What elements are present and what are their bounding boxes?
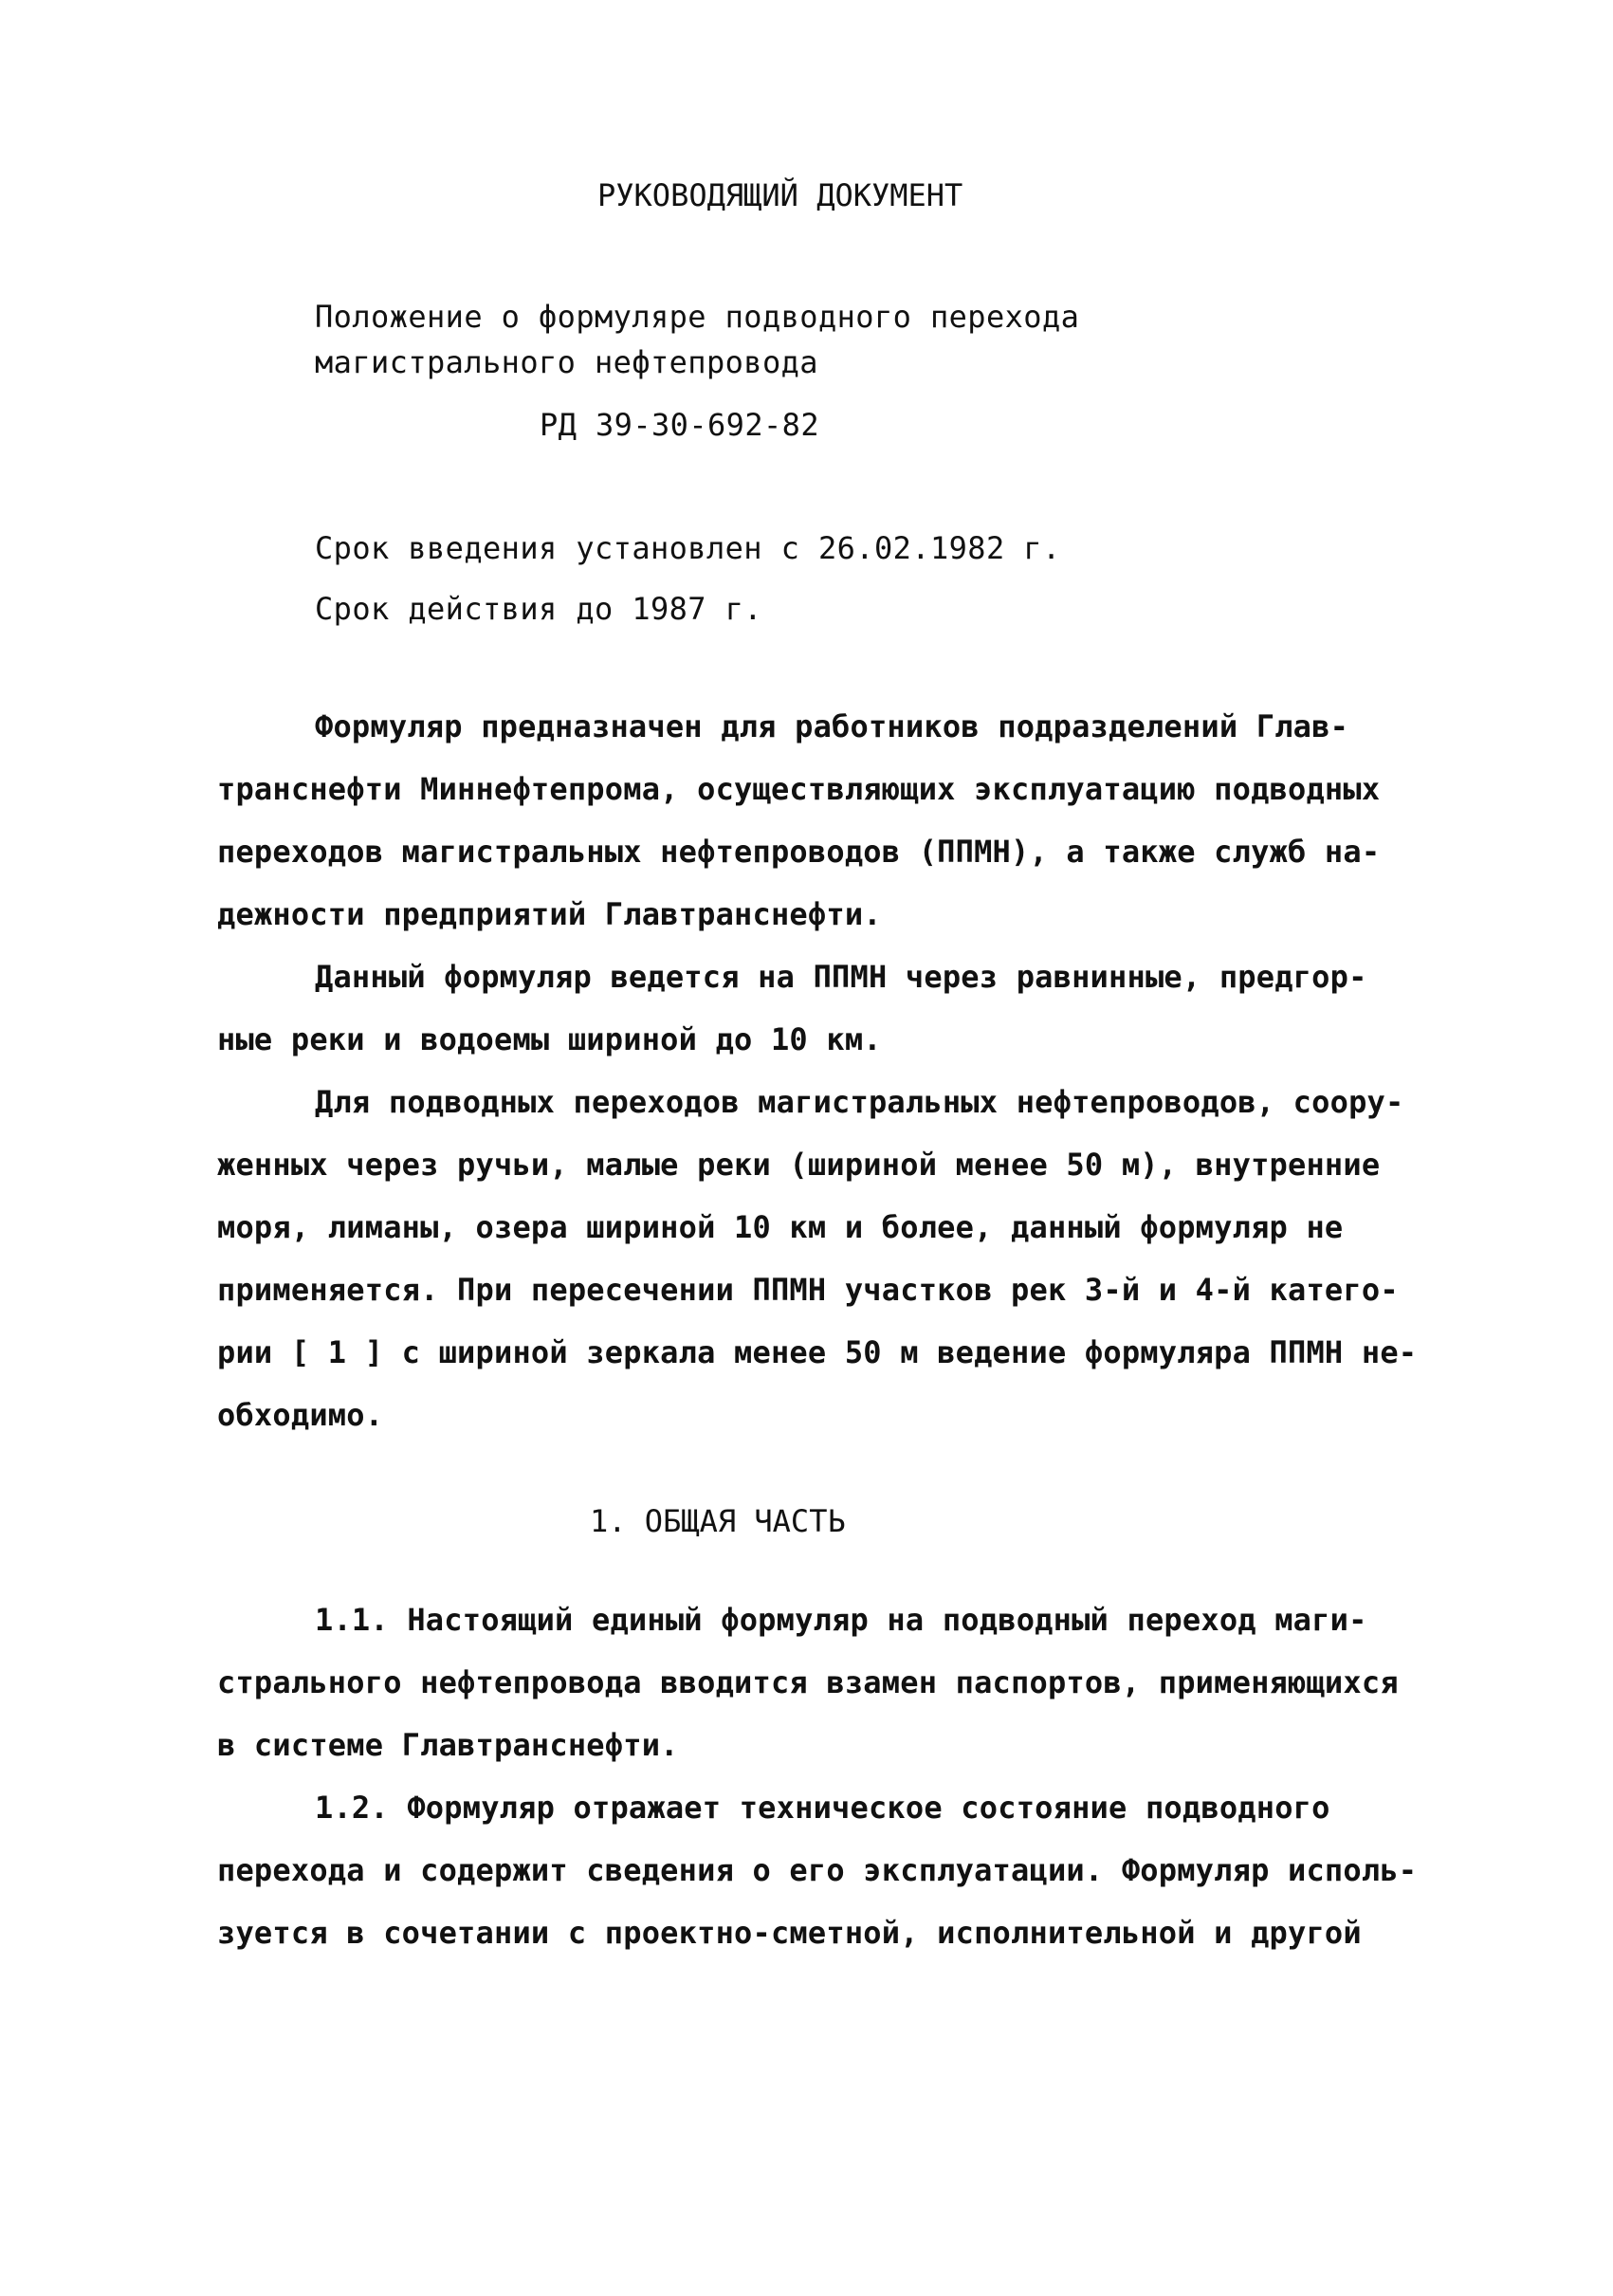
intro-paragraph-2-line-1: Данный формуляр ведется на ППМН через равнинные, предгор-: [315, 959, 1367, 995]
section-heading: 1. ОБЩАЯ ЧАСТЬ: [590, 1503, 846, 1539]
intro-paragraph-1-line-1: Формуляр предназначен для работников подразделений Глав-: [315, 708, 1349, 744]
intro-paragraph-3-line-3: моря, лиманы, озера шириной 10 км и более, данный формуляр не: [217, 1209, 1344, 1245]
validity-date: Срок действия до 1987 г.: [315, 591, 762, 627]
intro-paragraph-2-line-2: ные реки и водоемы шириной до 10 км.: [217, 1021, 882, 1057]
document-code: РД 39-30-692-82: [540, 407, 819, 443]
intro-paragraph-1-line-3: переходов магистральных нефтепроводов (ППМН), а также служб на-: [217, 834, 1381, 870]
intro-paragraph-1-line-2: транснефти Миннефтепрома, осуществляющих эксплуатацию подводных: [217, 771, 1381, 807]
section-paragraph-1-line-2: стрального нефтепровода вводится взамен паспортов, применяющихся: [217, 1664, 1399, 1700]
document-title: РУКОВОДЯЩИЙ ДОКУМЕНТ: [597, 177, 963, 213]
intro-paragraph-3-line-5: рии [ 1 ] с шириной зеркала менее 50 м ведение формуляра ППМН не-: [217, 1334, 1418, 1370]
section-paragraph-1-line-1: 1.1. Настоящий единый формуляр на подводный переход маги-: [315, 1602, 1367, 1638]
document-subtitle-line-1: Положение о формуляре подводного перехода: [315, 299, 1080, 335]
section-paragraph-2-line-3: зуется в сочетании с проектно-сметной, исполнительной и другой: [217, 1915, 1362, 1951]
document-subtitle-line-2: магистрального нефтепровода: [315, 344, 818, 380]
intro-paragraph-3-line-6: обходимо.: [217, 1397, 384, 1433]
section-paragraph-1-line-3: в системе Главтранснефти.: [217, 1727, 679, 1763]
section-paragraph-2-line-2: перехода и содержит сведения о его эксплуатации. Формуляр исполь-: [217, 1852, 1418, 1888]
section-paragraph-2-line-1: 1.2. Формуляр отражает техническое состояние подводного: [315, 1790, 1330, 1826]
intro-paragraph-3-line-1: Для подводных переходов магистральных нефтепроводов, соору-: [315, 1084, 1404, 1120]
intro-paragraph-1-line-4: дежности предприятий Главтранснефти.: [217, 896, 882, 932]
intro-paragraph-3-line-2: женных через ручьи, малые реки (шириной менее 50 м), внутренние: [217, 1147, 1381, 1183]
intro-paragraph-3-line-4: применяется. При пересечении ППМН участков рек 3-й и 4-й катего-: [217, 1272, 1399, 1308]
effective-date: Срок введения установлен с 26.02.1982 г.: [315, 530, 1061, 566]
